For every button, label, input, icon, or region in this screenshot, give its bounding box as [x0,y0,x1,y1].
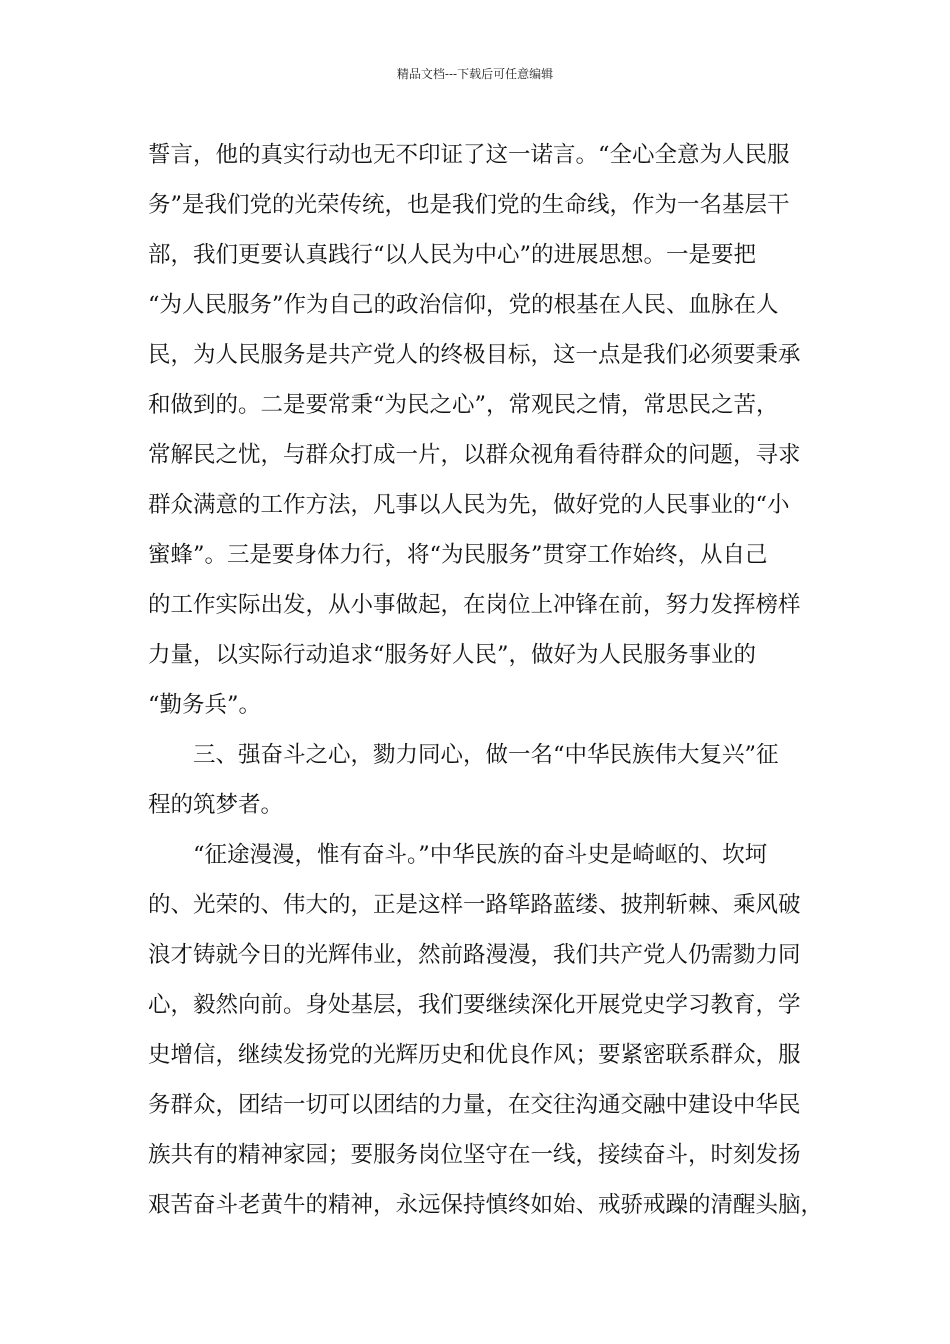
document-body [148,130,828,1230]
body-line: 和做到的。二是要常秉“为民之心”，常观民之情，常思民之苦， [148,392,779,418]
body-line: 务”是我们党的光荣传统，也是我们党的生命线，作为一名基层干 [148,192,790,218]
body-line: 蜜蜂”。三是要身体力行，将“为民服务”贯穿工作始终，从自己 [148,542,768,568]
body-line: 心，毅然向前。身处基层，我们要继续深化开展党史学习教育，学 [148,992,801,1018]
section-heading-line: 程的筑梦者。 [148,792,284,818]
body-line: 的、光荣的、伟大的，正是这样一路筚路蓝缕、披荆斩棘、乘风破 [148,892,801,918]
body-line: 族共有的精神家园；要服务岗位坚守在一线，接续奋斗，时刻发扬 [148,1142,801,1168]
body-line: 务群众，团结一切可以团结的力量，在交往沟通交融中建设中华民 [148,1092,801,1118]
body-line: 民，为人民服务是共产党人的终极目标，这一点是我们必须要秉承 [148,342,801,368]
page-header: 精品文档---下载后可任意编辑 [396,67,554,81]
body-line: 的工作实际出发，从小事做起，在岗位上冲锋在前，努力发挥榜样 [148,592,801,618]
body-line: 浪才铸就今日的光辉伟业，然前路漫漫，我们共产党人仍需勠力同 [148,942,801,968]
body-line: 部，我们更要认真践行“以人民为中心”的进展思想。一是要把 [148,242,757,268]
body-line: “为人民服务”作为自己的政治信仰，党的根基在人民、血脉在人 [148,292,779,318]
body-line: “征途漫漫，惟有奋斗。”中华民族的奋斗史是崎岖的、坎坷 [193,842,768,868]
body-line: 常解民之忧，与群众打成一片，以群众视角看待群众的问题，寻求 [148,442,801,468]
body-line: 誓言，他的真实行动也无不印证了这一诺言。“全心全意为人民服 [148,142,790,168]
body-line: “勤务兵”。 [148,692,262,718]
body-line: 艰苦奋斗老黄牛的精神，永远保持慎终如始、戒骄戒躁的清醒头脑， [148,1192,824,1218]
section-heading-line: 三、强奋斗之心，勠力同心，做一名“中华民族伟大复兴”征 [193,742,779,768]
body-line: 群众满意的工作方法，凡事以人民为先，做好党的人民事业的“小 [148,492,790,518]
body-line: 史增信，继续发扬党的光辉历史和优良作风；要紧密联系群众，服 [148,1042,801,1068]
body-line: 力量，以实际行动追求“服务好人民”，做好为人民服务事业的 [148,642,757,668]
